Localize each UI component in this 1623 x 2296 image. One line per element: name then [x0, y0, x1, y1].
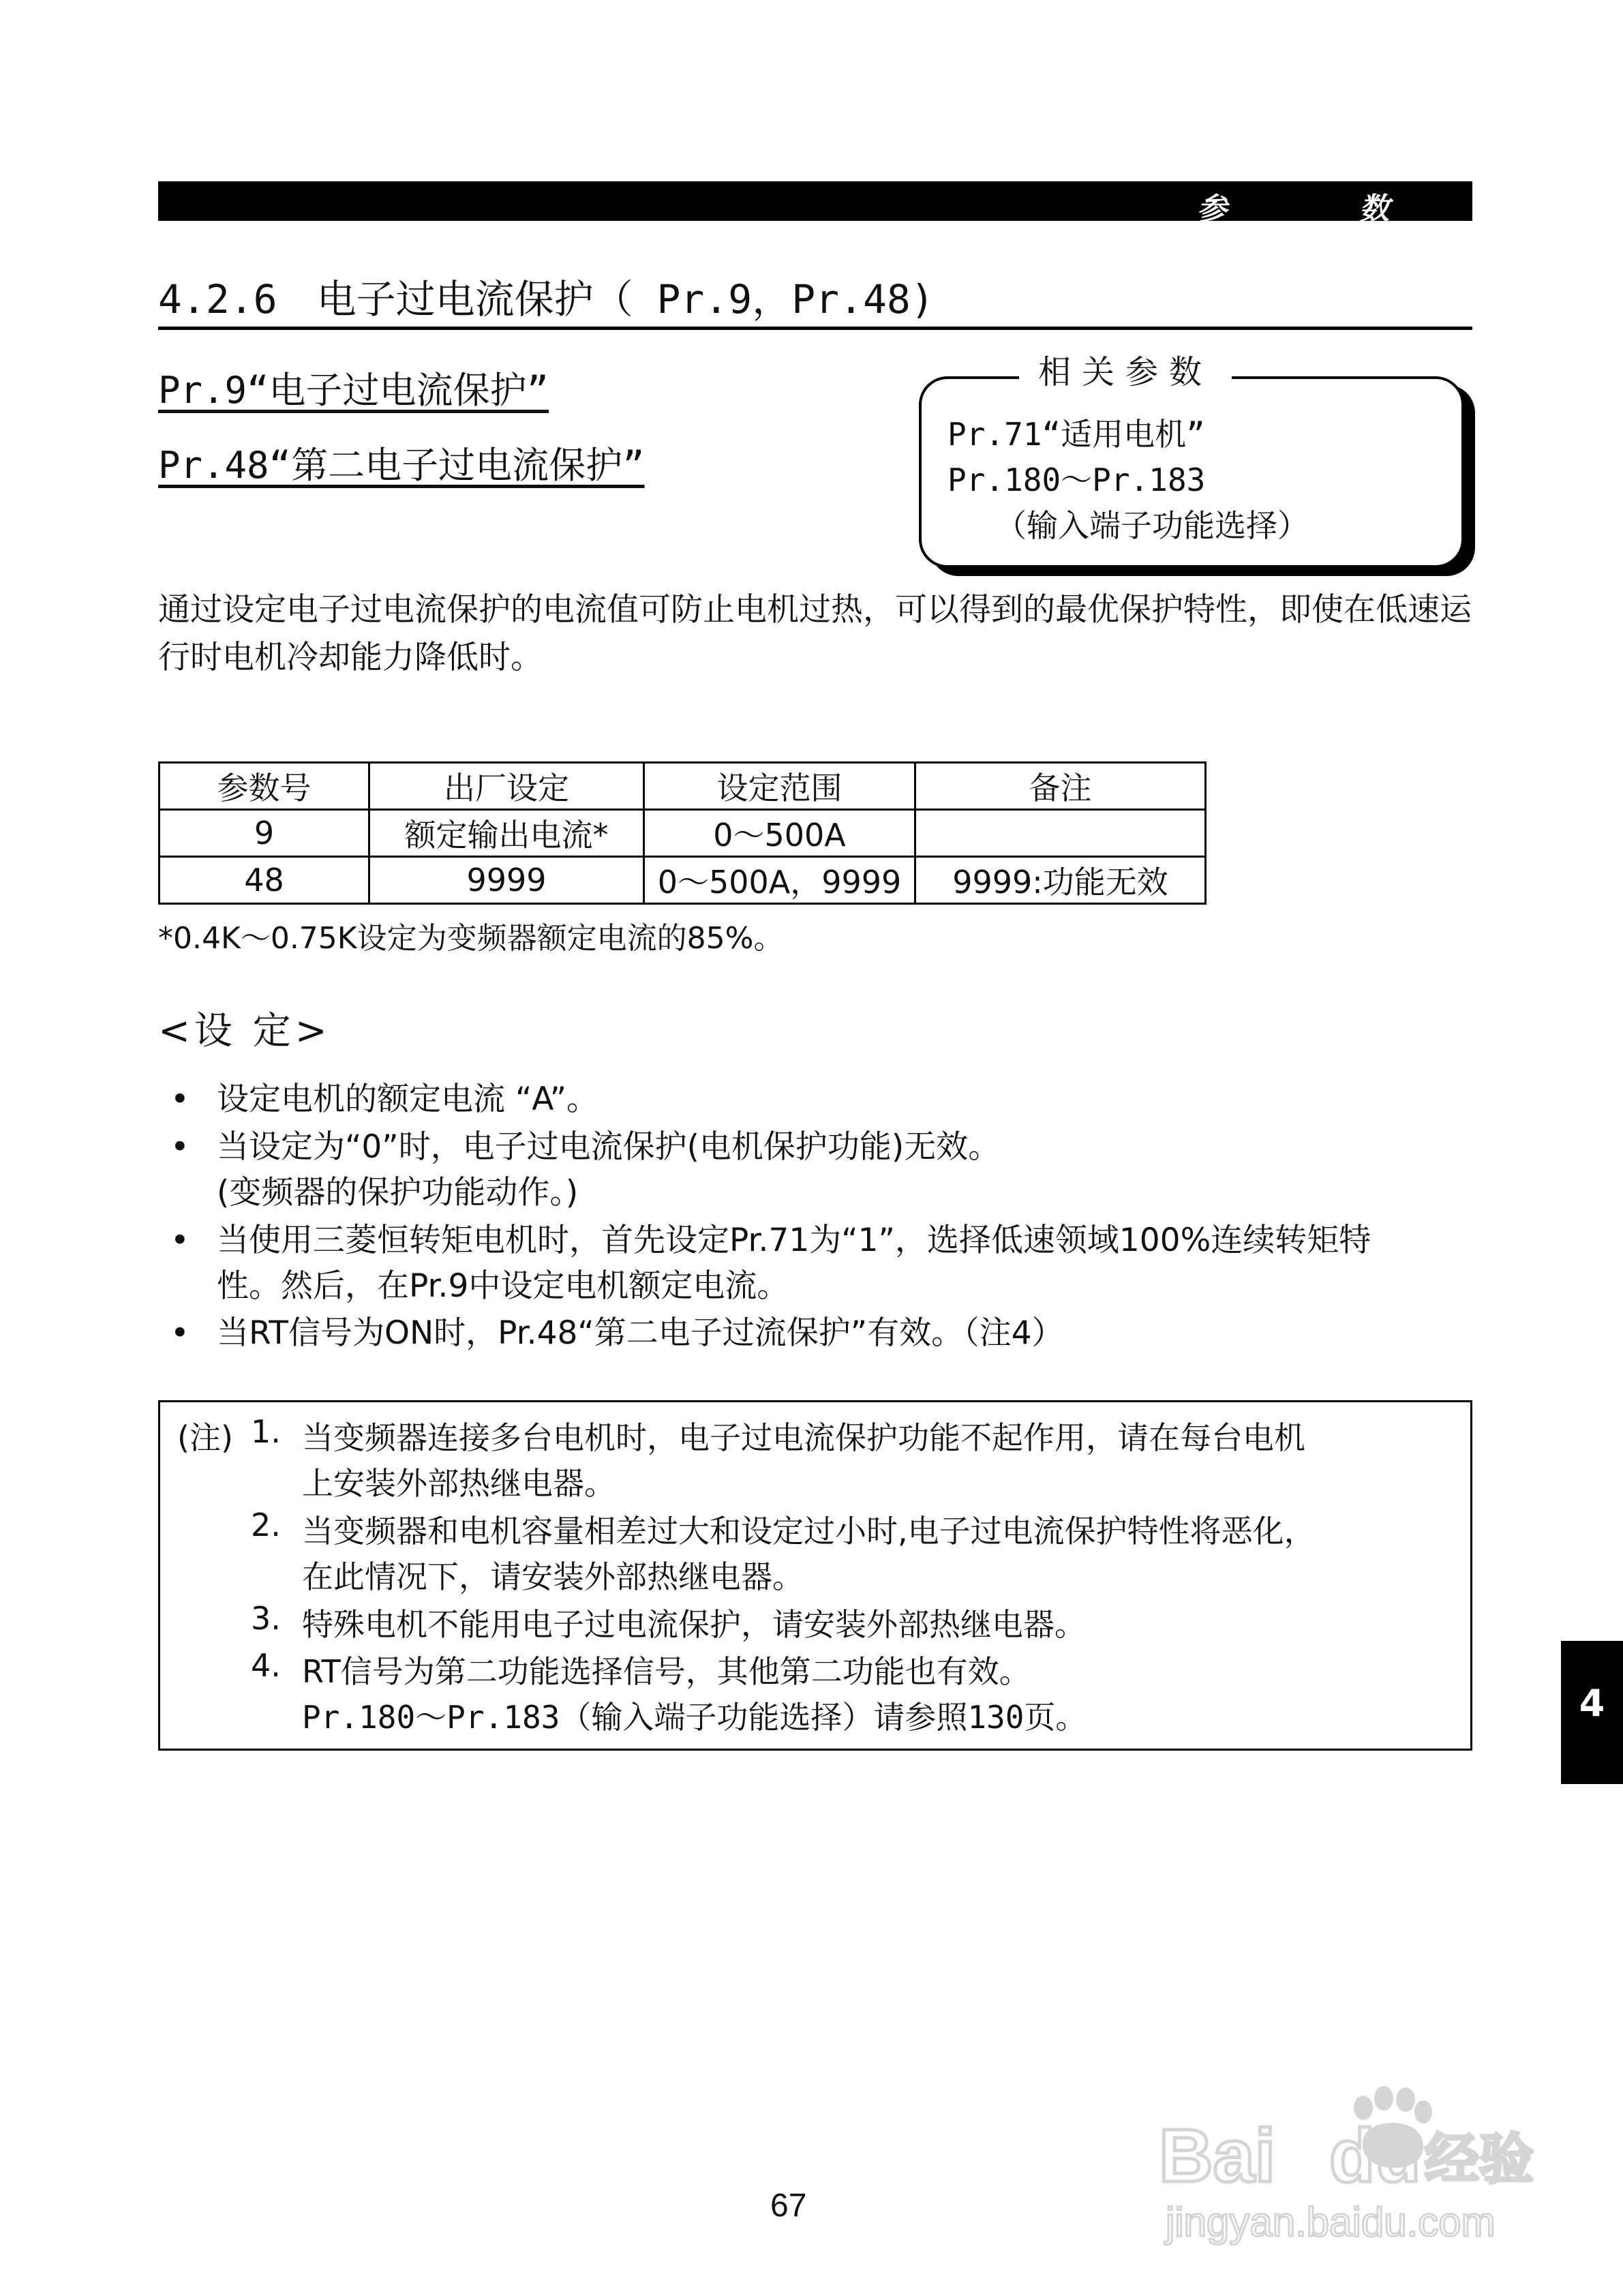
bullet-dot: • [170, 1314, 189, 1352]
bullet-continuation: 性。然后，在Pr.9中设定电机额定电流。 [217, 1267, 789, 1305]
note-line: 特殊电机不能用电子过电流保护，请安装外部热继电器。 [302, 1606, 1086, 1643]
note-line: 当变频器和电机容量相差过大和设定过小时,电子过电流保护特性将恶化， [302, 1513, 1316, 1550]
table-cell [915, 810, 1206, 857]
header-bar [158, 181, 1472, 226]
related-param-item: Pr.180～Pr.183 [947, 462, 1206, 498]
table-header-cell: 设定范围 [644, 763, 915, 810]
table-header-cell: 备注 [915, 763, 1206, 810]
param-name-pr9: Pr.9“电子过电流保护” [158, 369, 549, 412]
table-cell: 额定输出电流* [369, 810, 644, 857]
header-label: 参 数 [1197, 192, 1392, 226]
bullet-dot: • [170, 1128, 189, 1166]
bullet-item: • 设定电机的额定电流 “A”。 [170, 1081, 598, 1118]
baidu-jingyan-watermark [1159, 2066, 1541, 2270]
svg-text:Bai: Bai [1159, 2114, 1276, 2198]
note-continuation: Pr.180～Pr.183（输入端子功能选择）请参照130页。 [302, 1699, 1087, 1736]
intro-paragraph: 通过设定电子过电流保护的电流值可防止电机过热，可以得到的最优保护特性，即使在低速运行时电机冷却能力降低时。 [158, 591, 1472, 676]
param-name-pr48: Pr.48“第二电子过电流保护” [158, 444, 645, 487]
note-line: RT信号为第二功能选择信号，其他第二功能也有效。 [302, 1653, 1031, 1690]
table-cell: 0～500A [644, 810, 915, 857]
note-number: 3. [251, 1600, 281, 1637]
section-rule [158, 327, 1472, 330]
bullet-dot: • [170, 1081, 189, 1118]
note-number: 1. [251, 1413, 281, 1450]
table-cell: 9999:功能无效 [915, 857, 1206, 904]
table-header-row [160, 763, 1206, 810]
parameter-table [158, 761, 1207, 905]
table-header-cell: 出厂设定 [369, 763, 644, 810]
table-cell: 48 [160, 857, 369, 904]
bullet-item: • 当使用三菱恒转矩电机时，首先设定Pr.71为“1”，选择低速领域100%连续转矩特 [170, 1222, 1371, 1259]
chapter-tab [1561, 1641, 1623, 1784]
table-cell: 0～500A，9999 [644, 857, 915, 904]
note-number: 4. [251, 1647, 281, 1684]
related-param-item: （输入端子功能选择） [995, 507, 1309, 544]
note-continuation: 在此情况下，请安装外部热继电器。 [302, 1558, 804, 1595]
table-row [160, 857, 1206, 904]
chapter-tab-label: 4 [1579, 1682, 1605, 1725]
bullet-item: • 当设定为“0”时，电子过电流保护(电机保护功能)无效。 [170, 1128, 1001, 1166]
note-continuation: 上安装外部热继电器。 [302, 1465, 616, 1502]
page-number: 67 [770, 2188, 807, 2224]
bullet-item: • 当RT信号为ON时，Pr.48“第二电子过流保护”有效。（注4） [170, 1314, 1064, 1352]
notes-prefix: (注) [177, 1419, 233, 1456]
bullet-dot: • [170, 1222, 189, 1259]
table-header-cell: 参数号 [160, 763, 369, 810]
related-param-item: Pr.71“适用电机” [947, 416, 1205, 453]
table-row [160, 810, 1206, 857]
related-params-title: 相关参数 [1019, 346, 1232, 393]
section-title: 4.2.6 电子过电流保护（ Pr.9，Pr.48) [158, 276, 935, 322]
bullet-continuation: (变频器的保护功能动作。) [217, 1174, 579, 1211]
svg-text:jingyan.baidu.com: jingyan.baidu.com [1166, 2199, 1496, 2245]
settings-heading: <设 定> [158, 1009, 331, 1053]
svg-text:经验: 经验 [1425, 2128, 1534, 2191]
svg-text:du: du [1329, 2114, 1421, 2198]
note-number: 2. [251, 1507, 281, 1543]
table-cell: 9 [160, 810, 369, 857]
table-cell: 9999 [369, 857, 644, 904]
note-line: 当变频器连接多台电机时，电子过电流保护功能不起作用，请在每台电机 [302, 1419, 1305, 1456]
table-footnote: *0.4K～0.75K设定为变频器额定电流的85%。 [158, 921, 784, 956]
